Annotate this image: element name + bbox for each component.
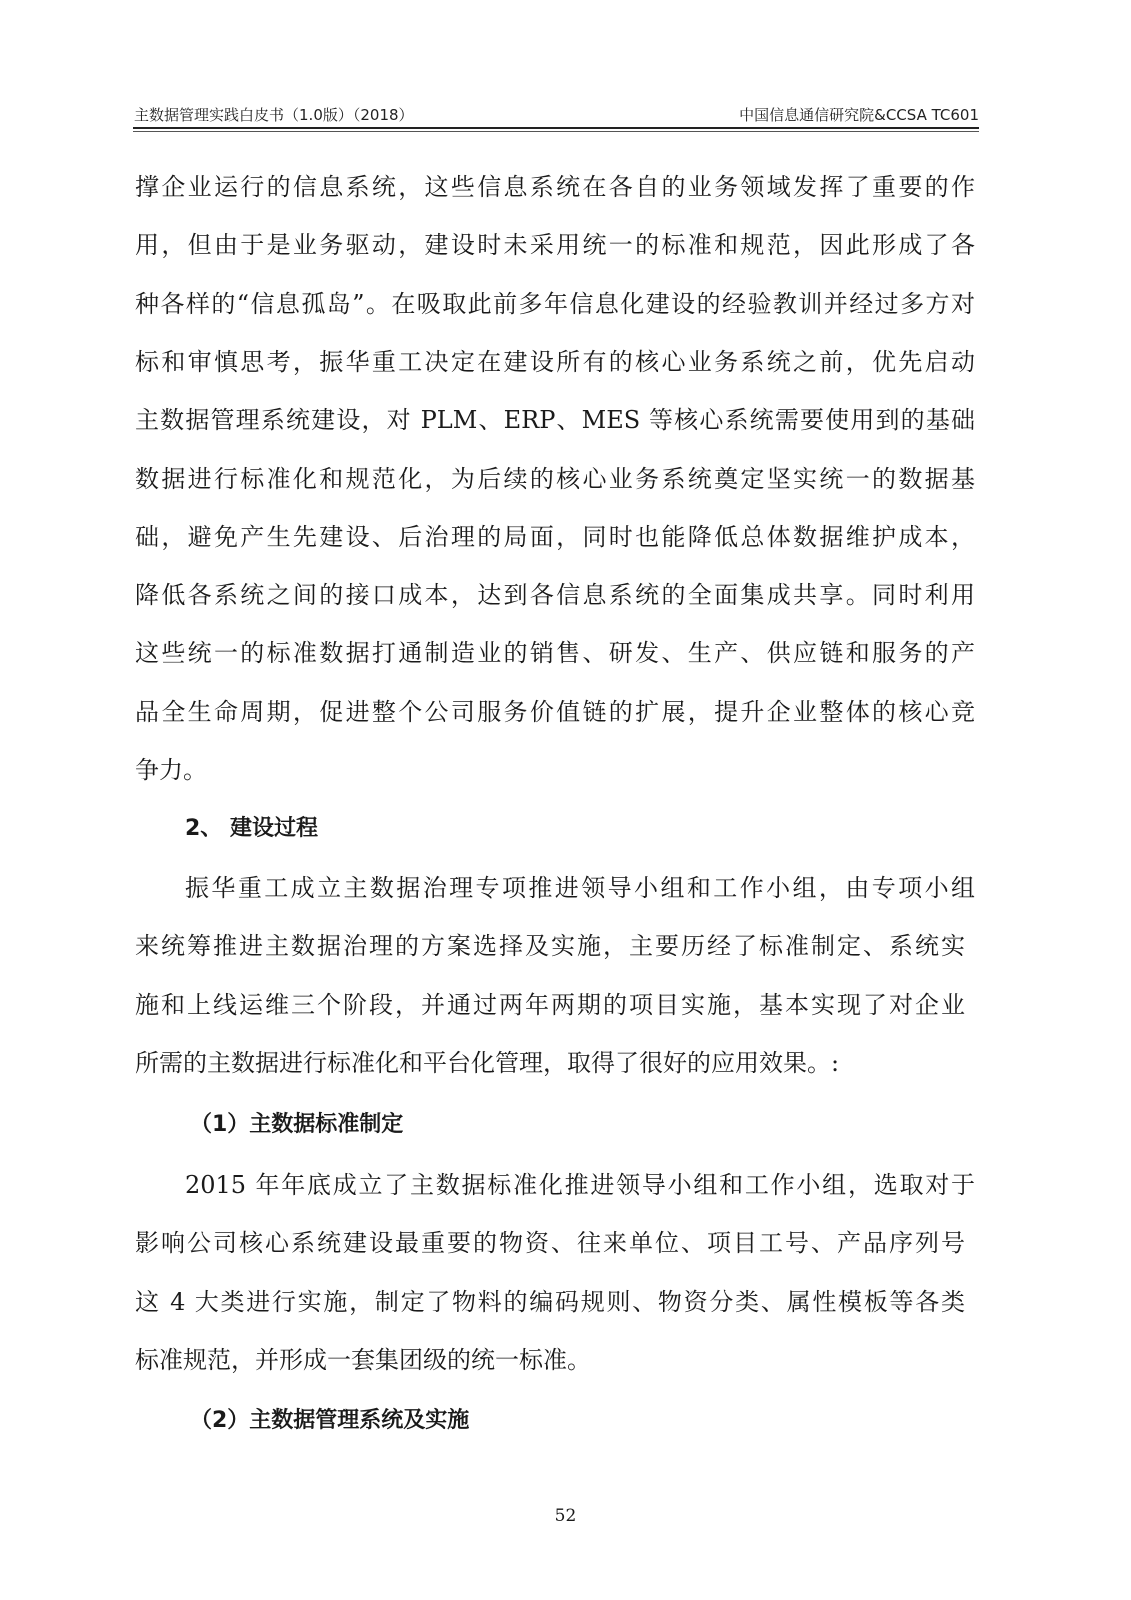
text-line: 种各样的“信息孤岛”。在吸取此前多年信息化建设的经验教训并经过多方对 bbox=[135, 289, 975, 318]
text-line: 争力。 bbox=[135, 756, 207, 784]
text-line: 标和审慎思考，振华重工决定在建设所有的核心业务系统之前，优先启动 bbox=[135, 347, 975, 376]
text-line: 标准规范，并形成一套集团级的统一标准。 bbox=[135, 1345, 591, 1374]
text-line: 振华重工成立主数据治理专项推进领导小组和工作小组，由专项小组 bbox=[185, 874, 975, 902]
text-line: 影响公司核心系统建设最重要的物资、往来单位、项目工号、产品序列号 bbox=[135, 1229, 965, 1258]
text-line: 降低各系统之间的接口成本，达到各信息系统的全面集成共享。同时利用 bbox=[135, 581, 975, 610]
text-line: 主数据管理系统建设，对 PLM、ERP、MES 等核心系统需要使用到的基础 bbox=[135, 406, 975, 435]
section-heading: 2、 建设过程 bbox=[185, 816, 318, 841]
text-line: 用，但由于是业务驱动，建设时未采用统一的标准和规范，因此形成了各 bbox=[135, 231, 975, 260]
header-rule bbox=[133, 127, 979, 129]
running-header-title: 主数据管理实践白皮书（1.0版）（2018） bbox=[134, 106, 414, 124]
text-line: 所需的主数据进行标准化和平台化管理，取得了很好的应用效果。: bbox=[135, 1048, 840, 1077]
text-line: 这 4 大类进行实施，制定了物料的编码规则、物资分类、属性模板等各类 bbox=[135, 1287, 965, 1316]
text-line: 施和上线运维三个阶段，并通过两年两期的项目实施，基本实现了对企业 bbox=[135, 990, 965, 1019]
text-line: 数据进行标准化和规范化，为后续的核心业务系统奠定坚实统一的数据基 bbox=[135, 464, 975, 493]
text-line: 2015 年年底成立了主数据标准化推进领导小组和工作小组，选取对于 bbox=[185, 1171, 975, 1199]
subsection-heading: （1）主数据标准制定 bbox=[190, 1112, 404, 1137]
text-line: 来统筹推进主数据治理的方案选择及实施，主要历经了标准制定、系统实 bbox=[135, 932, 965, 961]
subsection-heading: （2）主数据管理系统及实施 bbox=[190, 1408, 470, 1433]
text-line: 这些统一的标准数据打通制造业的销售、研发、生产、供应链和服务的产 bbox=[135, 639, 975, 668]
page-number: 52 bbox=[554, 1506, 577, 1526]
header-rule-thin bbox=[133, 131, 979, 132]
running-header-organization: 中国信息通信研究院&CCSA TC601 bbox=[739, 106, 979, 124]
text-line: 撑企业运行的信息系统，这些信息系统在各自的业务领域发挥了重要的作 bbox=[135, 173, 975, 201]
text-line: 品全生命周期，促进整个公司服务价值链的扩展，提升企业整体的核心竞 bbox=[135, 697, 975, 726]
text-line: 础，避免产生先建设、后治理的局面，同时也能降低总体数据维护成本， bbox=[135, 522, 975, 551]
